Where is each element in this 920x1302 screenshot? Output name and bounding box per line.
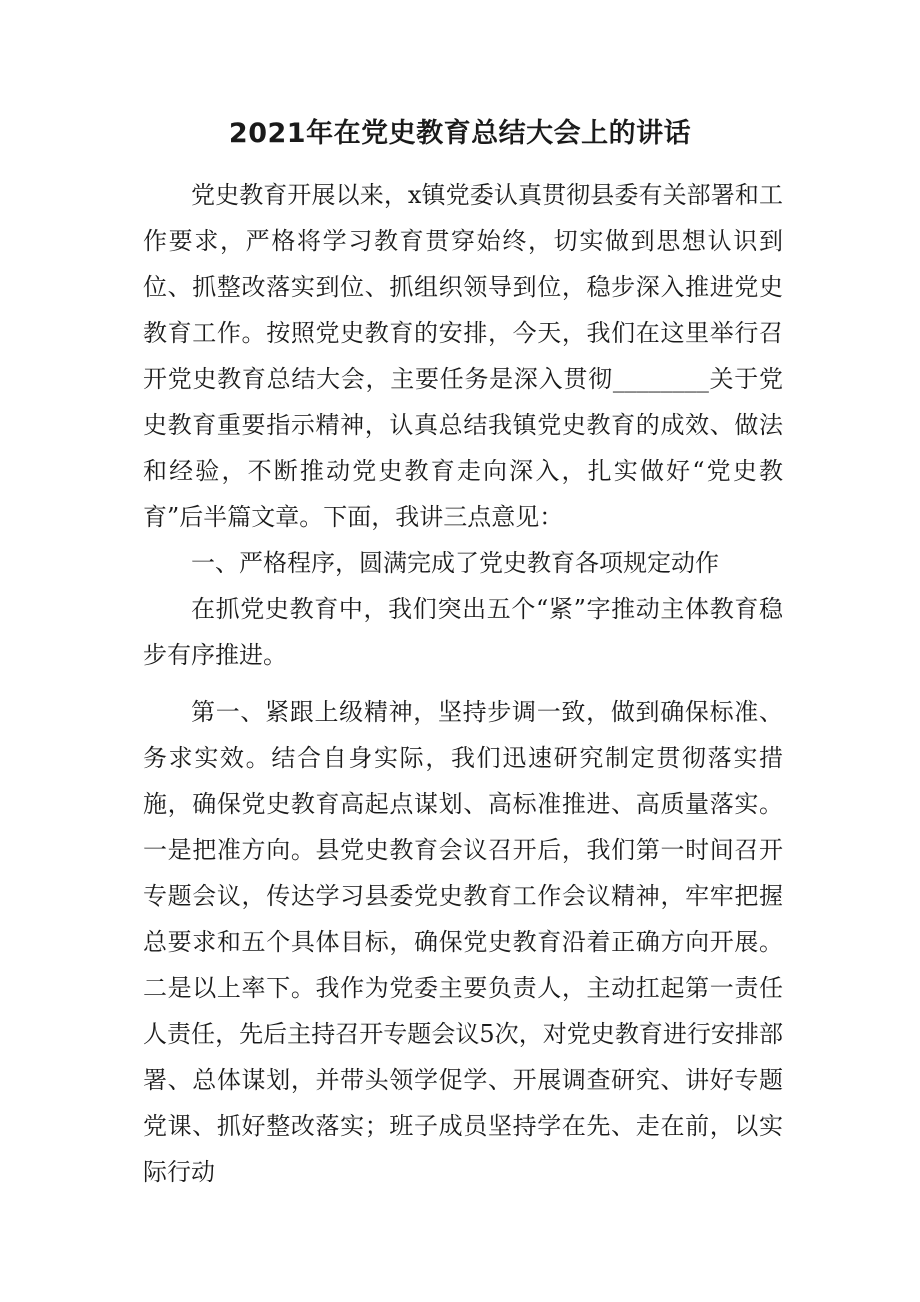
paragraph-five-jin: 在抓党史教育中，我们突出五个“紧”字推动主体教育稳步有序推进。 <box>143 595 783 669</box>
section-heading-1: 一、严格程序，圆满完成了党史教育各项规定动作 <box>191 549 719 577</box>
paragraph-intro: 党史教育开展以来，x镇党委认真贯彻县委有关部署和工作要求，严格将学习教育贯穿始终，切实做到思想认识到位、抓整改落实到位、抓组织领导到位，稳步深入推进党史教育工作。按照党史教育的安排，今天，我们在这里举行召开党史教育总结大会，主要任务是深入贯彻________关于党史教育重要指示精神，认真总结我镇党史教育的成效、做法和经验，不断推动党史教育走向深入，扎实做好“党史教育”后半篇文章。下面，我讲三点意见： <box>143 181 783 531</box>
paragraph-first-point: 第一、紧跟上级精神，坚持步调一致，做到确保标准、务求实效。结合自身实际，我们迅速研究制定贯彻落实措施，确保党史教育高起点谋划、高标准推进、高质量落实。一是把准方向。县党史教育会议召开后，我们第一时间召开专题会议，传达学习县委党史教育工作会议精神，牢牢把握总要求和五个具体目标，确保党史教育沿着正确方向开展。二是以上率下。我作为党委主要负责人，主动扛起第一责任人责任，先后主持召开专题会议5次，对党史教育进行安排部署、总体谋划，并带头领学促学、开展调查研究、讲好专题党课、抓好整改落实；班子成员坚持学在先、走在前，以实际行动 <box>143 698 783 1186</box>
document-body <box>143 172 783 1195</box>
document-title: 2021年在党史教育总结大会上的讲话 <box>228 118 692 149</box>
